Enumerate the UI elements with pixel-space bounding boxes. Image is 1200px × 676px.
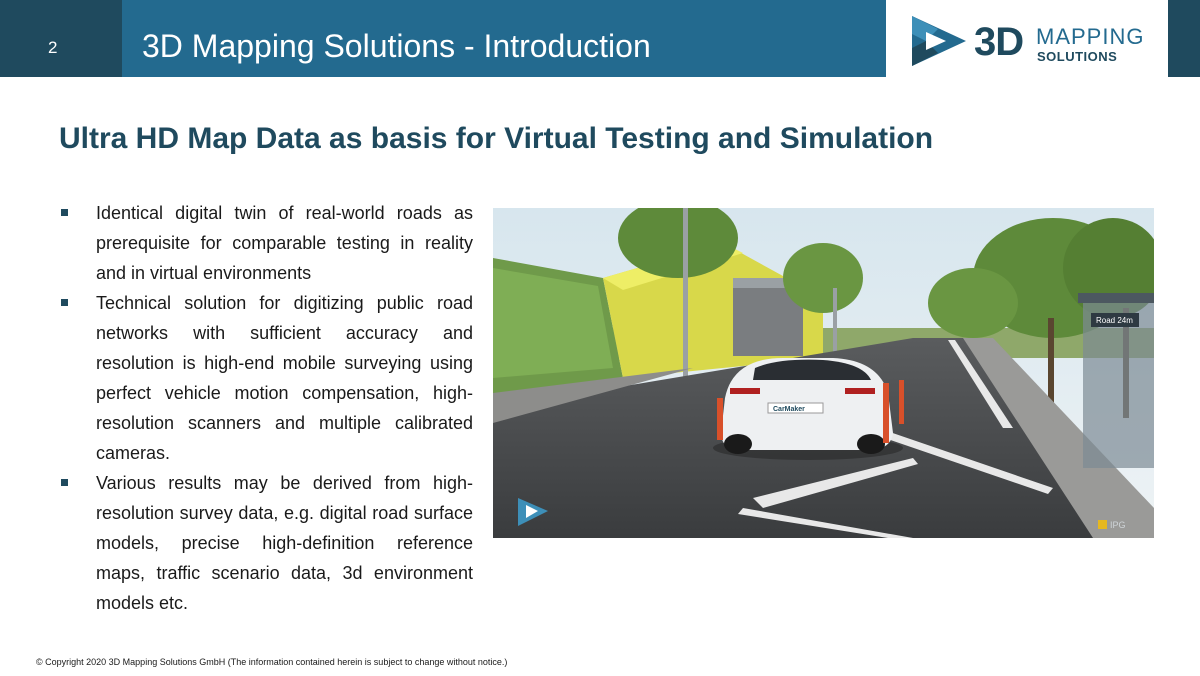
- header-right-band: [1168, 0, 1200, 77]
- bullet-text: Identical digital twin of real-world roads as prerequisite for comparable testing in reality and in virtual environments: [96, 203, 473, 283]
- square-bullet-icon: [61, 479, 68, 486]
- ipg-watermark: IPG: [1110, 520, 1126, 530]
- square-bullet-icon: [61, 299, 68, 306]
- logo-3d-text: 3D: [974, 20, 1024, 64]
- plate-text: CarMaker: [773, 406, 805, 413]
- simulation-screenshot: [493, 208, 1154, 538]
- sign-text: Road 24m: [1096, 316, 1133, 325]
- bullet-text: Various results may be derived from high-resolution survey data, e.g. digital road surface models, precise high-definition reference maps, traffic scenario data, 3d environment models etc.: [96, 473, 473, 613]
- bullet-item: [58, 468, 473, 618]
- bullet-list: [58, 198, 473, 618]
- bullet-text: Technical solution for digitizing public road networks with sufficient accuracy and resolution is high-end mobile surveying using perfect vehicle motion compensation, high-resolution scanners and multiple calibrated cameras.: [96, 293, 473, 463]
- page-number: 2: [48, 38, 58, 57]
- square-bullet-icon: [61, 209, 68, 216]
- play-triangle-logo-icon: [908, 12, 970, 70]
- logo-mapping-text: MAPPING: [1036, 24, 1145, 49]
- company-logo: [908, 12, 1148, 70]
- bullet-item: [58, 198, 473, 288]
- header-left-band: [0, 0, 122, 77]
- copyright-footer: © Copyright 2020 3D Mapping Solutions GmbH (The information contained herein is subject to change without notice.): [36, 657, 508, 667]
- slide-title: 3D Mapping Solutions - Introduction: [142, 28, 651, 64]
- bullet-item: [58, 288, 473, 468]
- slide-subtitle: Ultra HD Map Data as basis for Virtual Testing and Simulation: [59, 122, 934, 155]
- carmaker-simulation-scene: [493, 208, 1154, 538]
- logo-solutions-text: SOLUTIONS: [1037, 49, 1118, 64]
